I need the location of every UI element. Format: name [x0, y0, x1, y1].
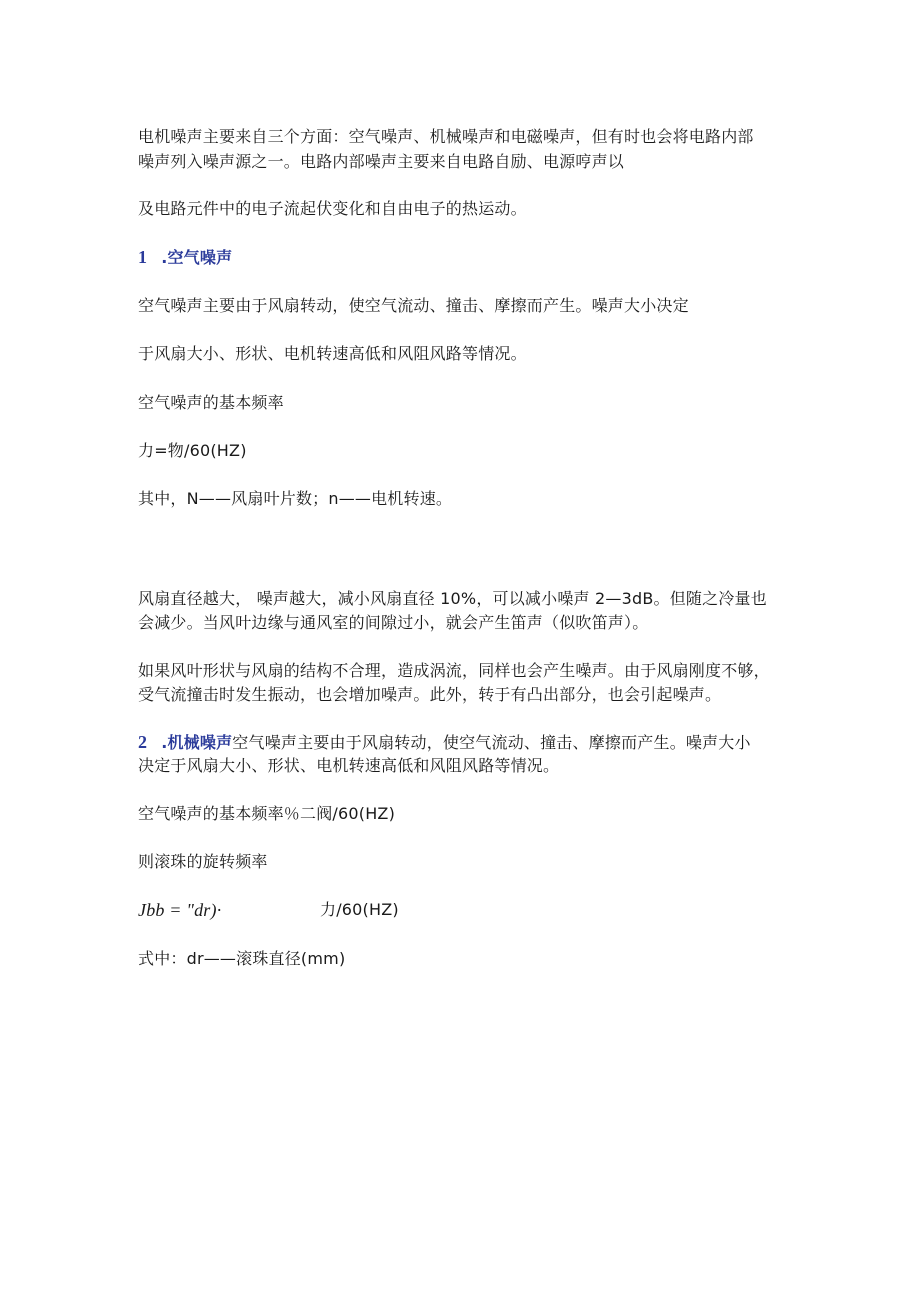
section-1-paragraph-1: 空气噪声主要由于风扇转动，使空气流动、撞击、摩擦而产生。噪声大小决定 [138, 296, 689, 315]
section-1-title: .空气噪声 [161, 248, 233, 267]
intro-line-3: 及电路元件中的电子流起伏变化和自由电子的热运动。 [138, 199, 527, 218]
section-1-paragraph-6-line-1: 如果风叶形状与风扇的结构不合理，造成涡流，同样也会产生噪声。由于风扇刚度不够， [138, 661, 770, 680]
section-1-formula: 力=物/60(HZ) [138, 441, 247, 460]
section-1-paragraph-3: 空气噪声的基本频率 [138, 393, 284, 412]
section-2-formula-italic: Jbb = "dr)· [138, 900, 222, 920]
section-1-number: 1 [138, 247, 148, 267]
section-2-paragraph-2: 空气噪声的基本频率％二阀/60(HZ) [138, 804, 396, 823]
section-1-paragraph-5-line-1: 风扇直径越大， 噪声越大，减小风扇直径 10%，可以减小噪声 2—3dB。但随之冷量也 [138, 589, 767, 608]
section-2-paragraph-4: 式中：dr——滚珠直径(mm) [138, 949, 346, 968]
section-2-heading-line [138, 730, 751, 755]
section-1-paragraph-2: 于风扇大小、形状、电机转速高低和风阻风路等情况。 [138, 344, 527, 363]
intro-line-2: 噪声列入噪声源之一。电路内部噪声主要来自电路自励、电源哼声以 [138, 152, 625, 171]
intro-line-1: 电机噪声主要来自三个方面：空气噪声、机械噪声和电磁噪声，但有时也会将电路内部 [138, 127, 754, 146]
section-1-paragraph-6-line-2: 受气流撞击时发生振动，也会增加噪声。此外，转于有凸出部分，也会引起噪声。 [138, 685, 722, 704]
section-2-paragraph-3: 则滚珠的旋转频率 [138, 852, 268, 871]
section-1-heading [138, 245, 232, 270]
section-1-paragraph-5-line-2: 会减少。当风叶边缘与通风室的间隙过小，就会产生笛声（似吹笛声）。 [138, 613, 649, 632]
section-2-paragraph-1-line-2: 决定于风扇大小、形状、电机转速高低和风阻风路等情况。 [138, 756, 560, 775]
section-2-formula-tail: 力/60(HZ) [320, 900, 399, 919]
section-2-formula [138, 898, 538, 923]
section-2-title: .机械噪声 [161, 733, 233, 752]
section-2-heading [138, 733, 232, 752]
section-2-paragraph-1: 空气噪声主要由于风扇转动，使空气流动、撞击、摩擦而产生。噪声大小 [232, 733, 751, 752]
section-2-number: 2 [138, 732, 148, 752]
section-1-paragraph-4: 其中，N——风扇叶片数；n——电机转速。 [138, 489, 453, 508]
